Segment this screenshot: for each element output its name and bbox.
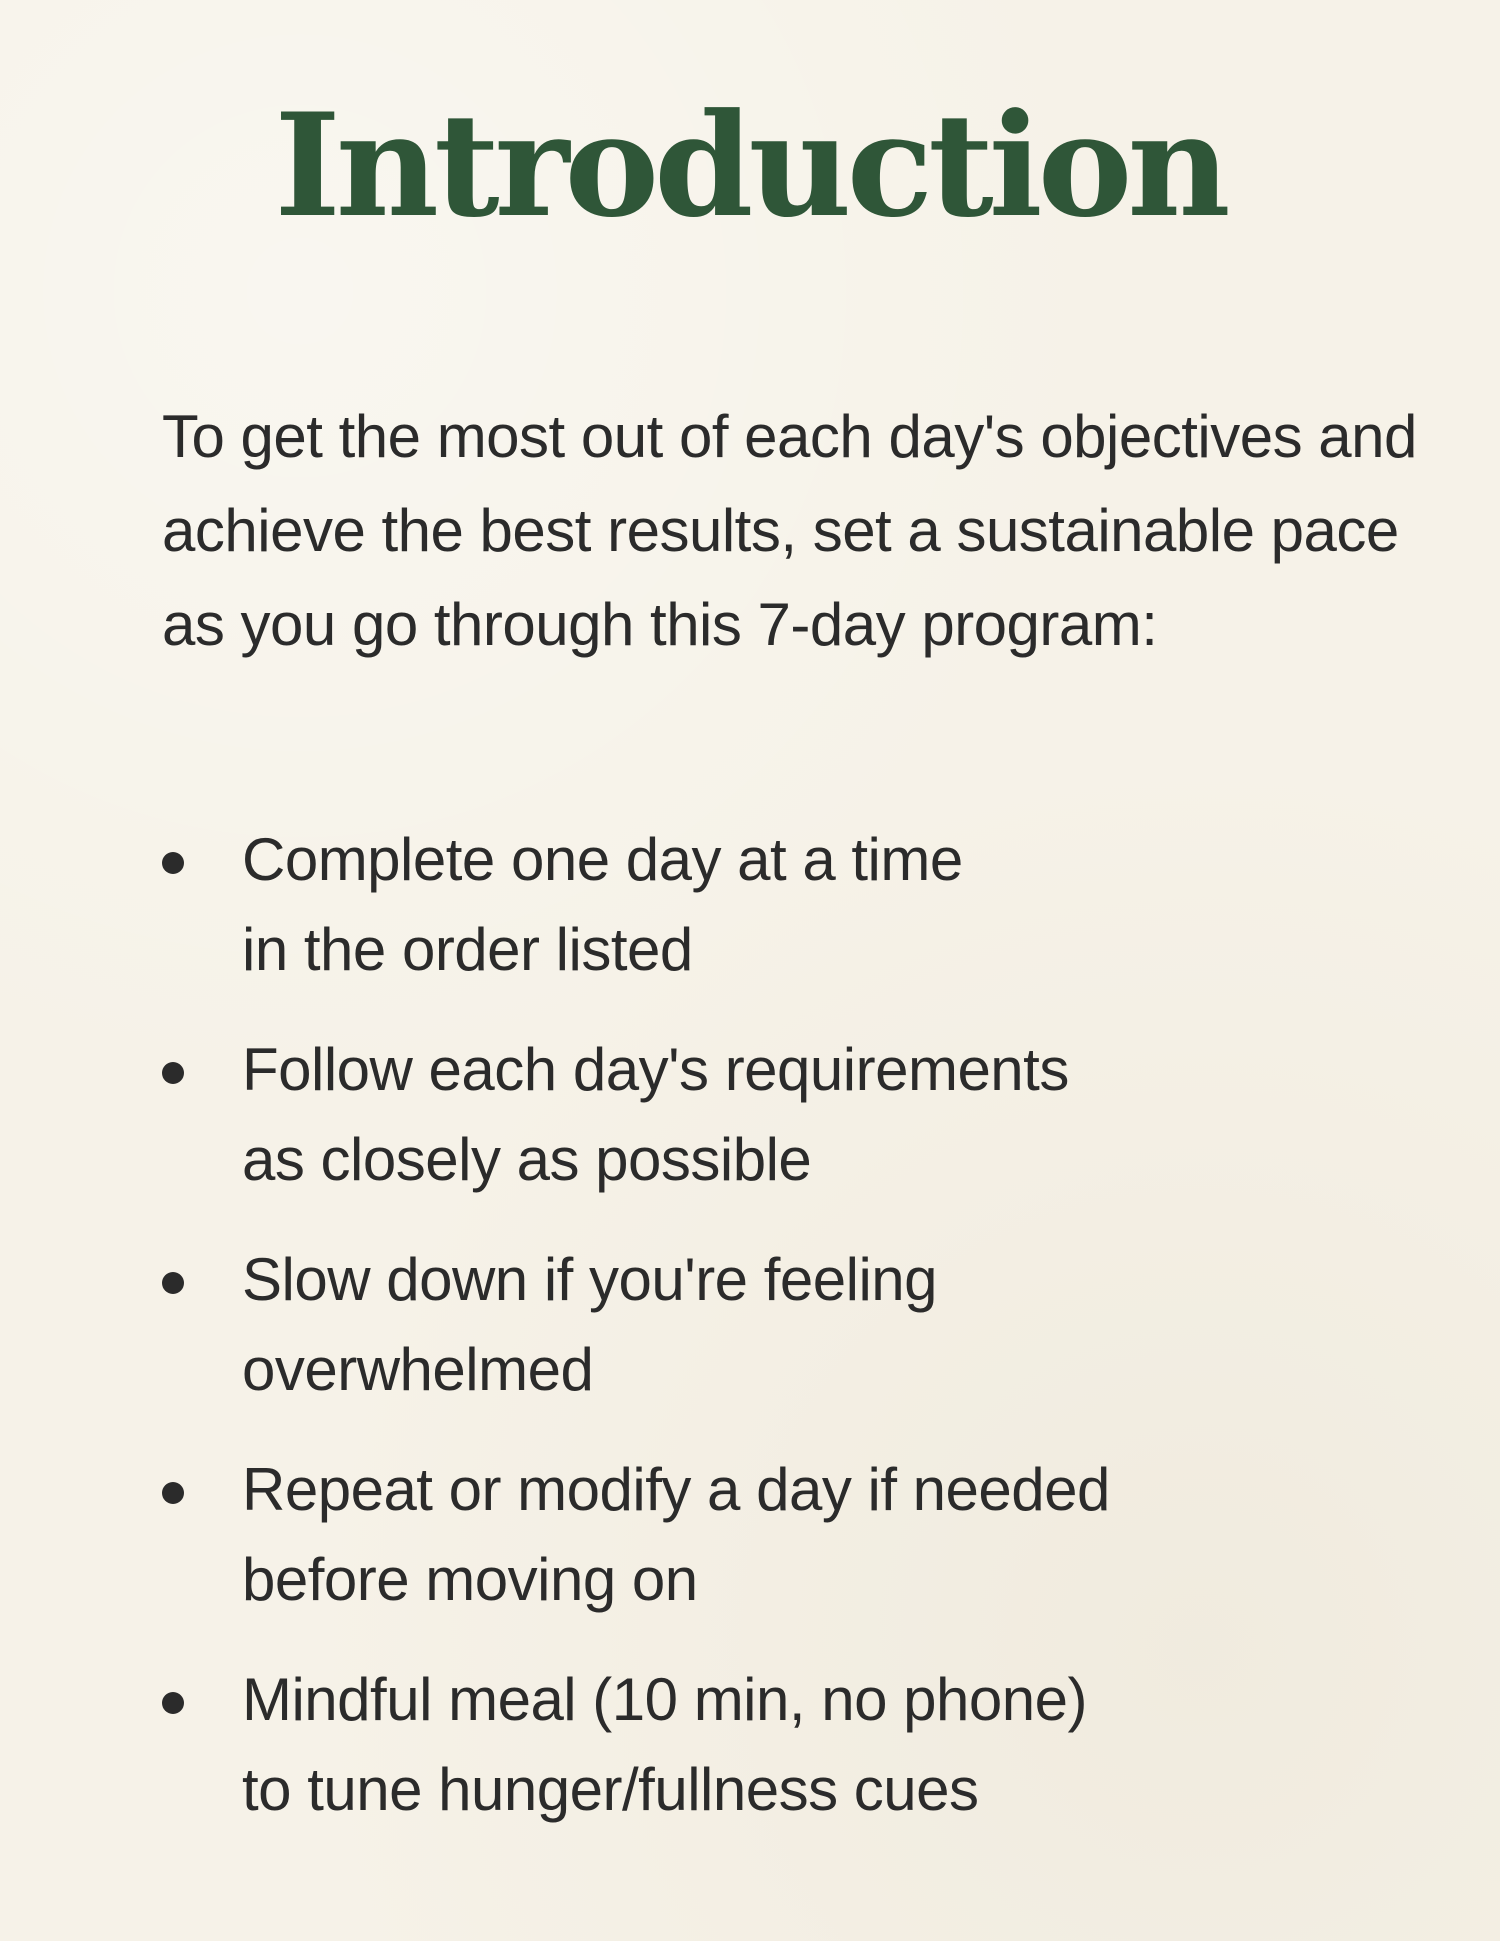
page-title: Introduction [274, 83, 1226, 249]
list-item [162, 815, 1412, 995]
list-item-text: Repeat or modify a day if needed before moving on [242, 1456, 1110, 1613]
list-item-text: Complete one day at a time in the order listed [242, 826, 963, 983]
bullet-dot-icon [162, 1482, 184, 1504]
instruction-list [162, 815, 1412, 1865]
list-item [162, 1445, 1412, 1625]
intro-paragraph: To get the most out of each day's objectives and achieve the best results, set a sustainable pace as you go through this 7-day program: [162, 403, 1417, 658]
list-item [162, 1235, 1412, 1415]
list-item-text: Mindful meal (10 min, no phone) to tune hunger/fullness cues [242, 1666, 1087, 1823]
bullet-dot-icon [162, 1272, 184, 1294]
list-item-text: Follow each day's requirements as closely as possible [242, 1036, 1069, 1193]
list-item [162, 1655, 1412, 1835]
bullet-dot-icon [162, 852, 184, 874]
bullet-dot-icon [162, 1692, 184, 1714]
bullet-dot-icon [162, 1062, 184, 1084]
list-item-text: Slow down if you're feeling overwhelmed [242, 1246, 938, 1403]
list-item [162, 1025, 1412, 1205]
